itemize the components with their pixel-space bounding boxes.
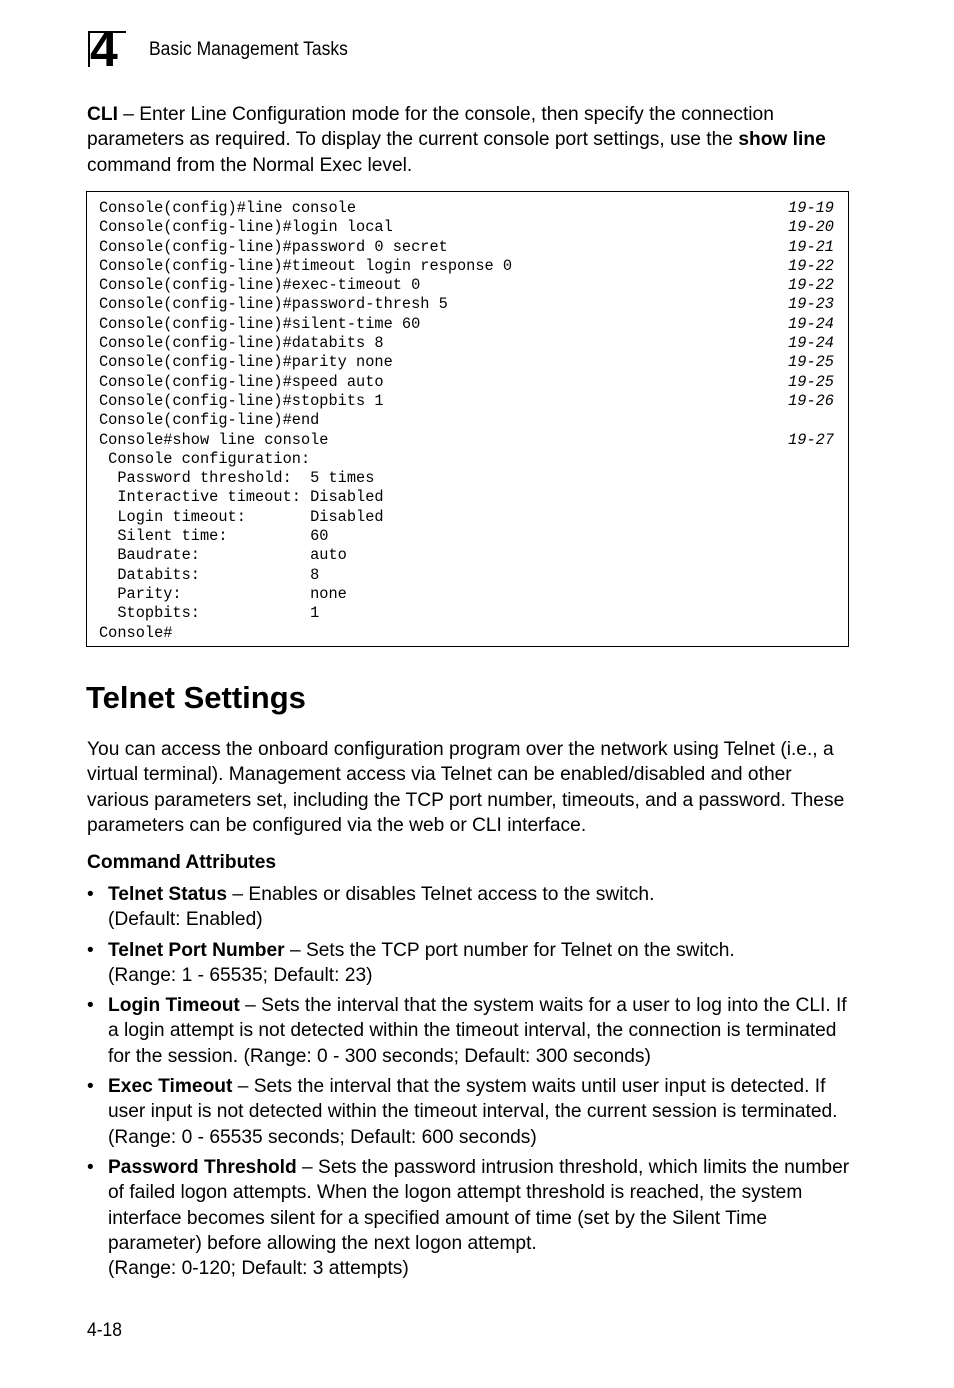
- code-text: Console(config-line)#exec-timeout 0: [99, 276, 421, 295]
- code-line: [99, 566, 834, 585]
- code-line: [99, 585, 834, 604]
- code-page-reference: 19-22: [788, 276, 834, 295]
- code-page-reference: 19-25: [788, 353, 834, 372]
- attribute-range: (Default: Enabled): [108, 909, 263, 931]
- code-text: Console(config-line)#timeout login response 0: [99, 256, 513, 275]
- code-line: [99, 218, 834, 237]
- bullet-icon: •: [87, 884, 94, 905]
- code-line: [99, 392, 834, 411]
- bullet-icon: •: [87, 939, 94, 961]
- attribute-range: (Range: 1 - 65535; Default: 23): [108, 964, 373, 986]
- intro-text-2: command from the Normal Exec level.: [87, 154, 413, 176]
- list-item: [87, 882, 857, 933]
- code-line: [99, 334, 834, 353]
- code-text: Console(config-line)#end: [99, 411, 320, 430]
- code-line: [99, 257, 834, 276]
- attribute-range: (Range: 0-120; Default: 3 attempts): [108, 1258, 409, 1280]
- attribute-term: Telnet Status: [108, 884, 228, 905]
- list-item: [87, 993, 857, 1069]
- code-text: Interactive timeout: Disabled: [99, 488, 384, 507]
- attribute-term: Telnet Port Number: [108, 939, 285, 961]
- code-page-reference: 19-24: [788, 314, 834, 333]
- code-page-reference: 19-26: [788, 391, 834, 410]
- code-line: [99, 238, 834, 257]
- code-page-reference: 19-21: [788, 237, 834, 256]
- code-line: [99, 431, 834, 450]
- code-line: [99, 353, 834, 372]
- code-text: Console#show line console: [99, 430, 329, 449]
- code-line: [99, 508, 834, 527]
- code-line: [99, 527, 834, 546]
- code-lines: [99, 199, 834, 643]
- command-attributes-list: [87, 882, 857, 1286]
- attribute-term: Exec Timeout: [108, 1076, 233, 1098]
- chapter-number: 4: [90, 21, 116, 77]
- list-item: [87, 938, 857, 989]
- code-text: Console(config-line)#password 0 secret: [99, 237, 448, 256]
- code-text: Console(config)#line console: [99, 199, 357, 217]
- code-line: [99, 624, 834, 643]
- code-text: Stopbits: 1: [99, 604, 320, 623]
- code-text: Console configuration:: [99, 449, 311, 468]
- code-line: [99, 469, 834, 488]
- page-number: 4-18: [87, 1320, 122, 1341]
- section-paragraph: You can access the onboard configuration program over the network using Telnet (i.e., a virtual terminal). Management access via Telnet can be enabled/disabled and other various parameters set, including the TCP port number, timeouts, and a password. These parameters can be configured via the web or CLI interface.: [87, 739, 845, 836]
- code-line: [99, 315, 834, 334]
- code-line: [99, 450, 834, 469]
- code-text: Baudrate: auto: [99, 546, 347, 565]
- code-line: [99, 604, 834, 623]
- code-page-reference: 19-22: [788, 256, 834, 275]
- attribute-description: – Enables or disables Telnet access to the switch.: [227, 884, 655, 905]
- intro-paragraph: [87, 102, 857, 178]
- attribute-term: Password Threshold: [108, 1156, 297, 1178]
- code-text: Silent time: 60: [99, 527, 329, 546]
- code-text: Console(config-line)#databits 8: [99, 334, 384, 353]
- show-line-command: show line: [738, 129, 826, 151]
- code-line: [99, 546, 834, 565]
- attribute-description: – Sets the password intrusion threshold, which limits the number of failed logon attempts. When the logon attempt threshold is reached, the system interface becomes silent for a specified amount of time (set by the Silent Time parameter) before allowing the next logon attempt.: [108, 1156, 850, 1254]
- attribute-description: – Sets the TCP port number for Telnet on the switch.: [284, 939, 735, 961]
- code-text: Console(config-line)#stopbits 1: [99, 391, 384, 410]
- code-line: [99, 488, 834, 507]
- code-line: [99, 295, 834, 314]
- list-item: [87, 1074, 857, 1150]
- attribute-description: – Sets the interval that the system waits until user input is detected. If user input is not detected within the timeout interval, the current session is terminated. (Range: 0 - 65535 seconds; Default: 600 seconds): [108, 1076, 838, 1148]
- cli-code-block: [86, 191, 849, 647]
- code-page-reference: 19-23: [788, 295, 834, 314]
- code-line: [99, 373, 834, 392]
- code-text: Password threshold: 5 times: [99, 469, 375, 488]
- code-text: Databits: 8: [99, 565, 320, 584]
- list-item: [87, 1155, 857, 1281]
- code-line: [99, 276, 834, 295]
- running-header-title: Basic Management Tasks: [149, 39, 348, 60]
- code-text: Console#: [99, 623, 173, 642]
- code-page-reference: 19-25: [788, 372, 834, 391]
- code-page-reference: 19-19: [788, 199, 834, 217]
- attribute-term: Login Timeout: [108, 995, 240, 1017]
- code-line: [99, 199, 834, 218]
- code-text: Console(config-line)#login local: [99, 218, 393, 237]
- attribute-description: – Sets the interval that the system waits for a user to log into the CLI. If a login attempt is not detected within the timeout interval, the connection is terminated for the session. (Range: 0 - 300 seconds; Default: 300 seconds): [108, 995, 847, 1067]
- bullet-icon: •: [87, 995, 94, 1017]
- cli-label: CLI: [87, 104, 118, 125]
- section-title: Telnet Settings: [86, 680, 306, 715]
- intro-text-1: – Enter Line Configuration mode for the console, then specify the connection parameters as required. To display the current console port settings, use the: [87, 104, 774, 151]
- bullet-icon: •: [87, 1156, 94, 1178]
- code-text: Parity: none: [99, 584, 347, 603]
- code-text: Console(config-line)#silent-time 60: [99, 314, 421, 333]
- code-text: Console(config-line)#speed auto: [99, 372, 384, 391]
- code-page-reference: 19-27: [788, 430, 834, 449]
- code-page-reference: 19-20: [788, 218, 834, 237]
- command-attributes-heading: Command Attributes: [87, 852, 277, 873]
- code-page-reference: 19-24: [788, 334, 834, 353]
- code-text: Console(config-line)#password-thresh 5: [99, 295, 448, 314]
- code-text: Login timeout: Disabled: [99, 507, 384, 526]
- code-text: Console(config-line)#parity none: [99, 353, 393, 372]
- code-line: [99, 411, 834, 430]
- bullet-icon: •: [87, 1076, 94, 1098]
